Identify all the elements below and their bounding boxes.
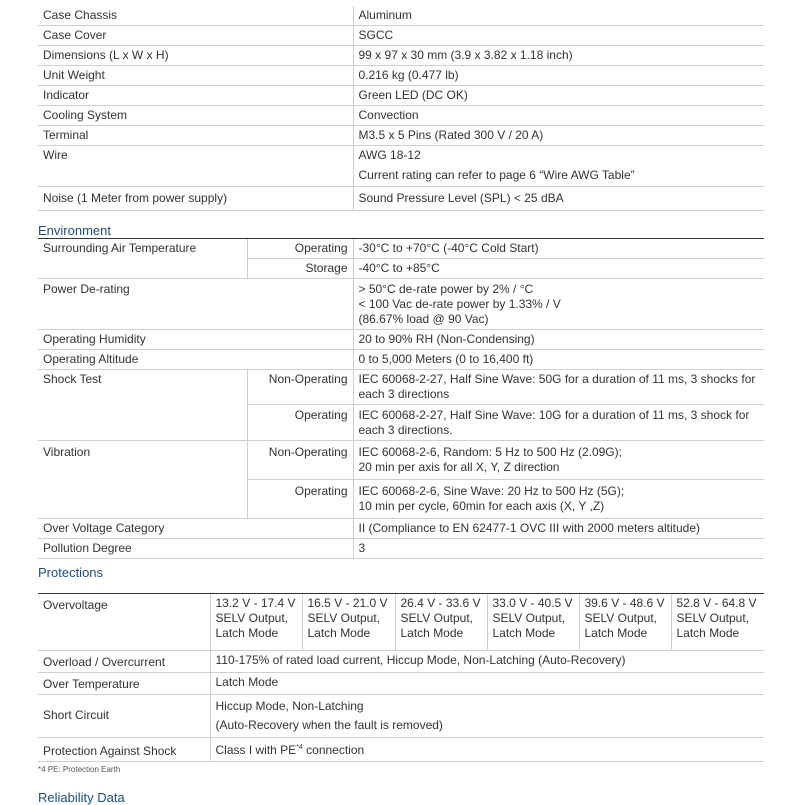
air-temp-label: Surrounding Air Temperature (38, 239, 247, 279)
derating-label: Power De-rating (38, 279, 353, 330)
spec-value: Aluminum (353, 6, 764, 26)
humidity-value: 20 to 90% RH (Non-Condensing) (353, 330, 764, 350)
table-row (38, 106, 764, 126)
spec-value: 99 x 97 x 30 mm (3.9 x 3.82 x 1.18 inch) (353, 46, 764, 66)
ov-line3: Latch Mode (492, 626, 556, 640)
ov-line3: Latch Mode (307, 626, 371, 640)
spec-label: Noise (1 Meter from power supply) (38, 187, 353, 211)
table-row (38, 279, 764, 330)
table-row (38, 519, 764, 539)
table-row (38, 650, 764, 672)
derating-line2: < 100 Vac de-rate power by 1.33% / V (358, 297, 561, 311)
derating-line3: (86.67% load @ 90 Vac) (358, 312, 489, 326)
spec-label: Cooling System (38, 106, 353, 126)
footnote-ref: *4 (296, 744, 303, 751)
vibration-op-line2: 10 min per cycle, 60min for each axis (X, Y ,Z) (358, 499, 605, 513)
spec-value: Convection (353, 106, 764, 126)
protections-heading: Protections (38, 565, 104, 580)
table-row (38, 594, 764, 650)
derating-value (353, 279, 764, 330)
shock-protection-text-end: connection (302, 743, 365, 757)
overtemp-value: Latch Mode (210, 672, 764, 694)
environment-table (38, 239, 764, 559)
overload-value: 110-175% of rated load current, Hiccup Mode, Non-Latching (Auto-Recovery) (210, 650, 764, 672)
vibration-op-value (353, 480, 764, 519)
spec-label: Indicator (38, 86, 353, 106)
ov-line3: Latch Mode (676, 626, 740, 640)
ov-line2: SELV Output, (307, 611, 380, 625)
protections-table (38, 594, 764, 762)
table-row (38, 539, 764, 559)
table-row (38, 6, 764, 26)
table-row (38, 26, 764, 46)
ov-line3: Latch Mode (215, 626, 279, 640)
spec-value-line1: AWG 18-12 (358, 148, 421, 162)
spec-value-line2: Current rating can refer to page 6 “Wire AWG Table” (358, 168, 635, 182)
overload-label: Overload / Overcurrent (38, 650, 210, 672)
shock-label: Shock Test (38, 370, 247, 441)
spec-value: 0.216 kg (0.477 lb) (353, 66, 764, 86)
ovc-label: Over Voltage Category (38, 519, 353, 539)
air-temp-op-label: Operating (247, 239, 353, 259)
spec-value: SGCC (353, 26, 764, 46)
table-row (38, 239, 764, 259)
ov-range: 13.2 V - 17.4 V (215, 596, 296, 610)
ov-line2: SELV Output, (492, 611, 565, 625)
overtemp-label: Over Temperature (38, 672, 210, 694)
table-row (38, 370, 764, 405)
ov-range: 39.6 V - 48.6 V (584, 596, 665, 610)
shock-protection-value (210, 737, 764, 761)
footnote: *4 PE: Protection Earth (38, 765, 121, 774)
spec-value: Green LED (DC OK) (353, 86, 764, 106)
vibration-op-line1: IEC 60068-2-6, Sine Wave: 20 Hz to 500 Hz (5G); (358, 484, 625, 498)
table-row (38, 672, 764, 694)
spec-label: Wire (38, 146, 353, 187)
ov-line2: SELV Output, (584, 611, 657, 625)
table-row (38, 66, 764, 86)
spec-label: Case Chassis (38, 6, 353, 26)
vibration-nonop-value (353, 441, 764, 480)
ov-range: 16.5 V - 21.0 V (307, 596, 388, 610)
overvoltage-cell-4 (579, 594, 671, 650)
table-row (38, 187, 764, 211)
short-line2: (Auto-Recovery when the fault is removed) (215, 717, 443, 732)
short-label: Short Circuit (38, 694, 210, 737)
table-row (38, 126, 764, 146)
ov-range: 52.8 V - 64.8 V (676, 596, 757, 610)
table-row (38, 737, 764, 761)
overvoltage-cell-3 (487, 594, 579, 650)
short-value (210, 694, 764, 737)
table-row (38, 330, 764, 350)
shock-protection-label: Protection Against Shock (38, 737, 210, 761)
shock-nonop-value (353, 370, 764, 405)
ov-range: 26.4 V - 33.6 V (400, 596, 481, 610)
vibration-nonop-line2: 20 min per axis for all X, Y, Z direction (358, 460, 560, 474)
overvoltage-cell-5 (671, 594, 764, 650)
overvoltage-cell-1 (302, 594, 395, 650)
air-temp-st-value: -40°C to +85°C (353, 259, 764, 279)
shock-op-value (353, 405, 764, 441)
spec-label: Unit Weight (38, 66, 353, 86)
air-temp-op-value: -30°C to +70°C (-40°C Cold Start) (353, 239, 764, 259)
environment-heading: Environment (38, 223, 111, 238)
air-temp-st-label: Storage (247, 259, 353, 279)
shock-protection-text: Class I with PE (215, 743, 297, 757)
overvoltage-label: Overvoltage (38, 594, 210, 650)
spec-label: Dimensions (L x W x H) (38, 46, 353, 66)
spec-label: Terminal (38, 126, 353, 146)
shock-op-line2: each 3 directions. (358, 423, 453, 437)
table-row (38, 146, 764, 187)
ov-line3: Latch Mode (400, 626, 464, 640)
derating-line1: > 50°C de-rate power by 2% / °C (358, 282, 534, 296)
vibration-nonop-line1: IEC 60068-2-6, Random: 5 Hz to 500 Hz (2.09G); (358, 445, 622, 459)
pollution-value: 3 (353, 539, 764, 559)
table-row (38, 350, 764, 370)
shock-op-label: Operating (247, 405, 353, 441)
short-line1: Hiccup Mode, Non-Latching (215, 698, 364, 713)
shock-nonop-line2: each 3 directions (358, 387, 450, 401)
altitude-value: 0 to 5,000 Meters (0 to 16,400 ft) (353, 350, 764, 370)
ov-range: 33.0 V - 40.5 V (492, 596, 573, 610)
spec-value (353, 146, 764, 187)
spec-value: Sound Pressure Level (SPL) < 25 dBA (353, 187, 764, 211)
shock-nonop-label: Non-Operating (247, 370, 353, 405)
vibration-op-label: Operating (247, 480, 353, 519)
vibration-nonop-label: Non-Operating (247, 441, 353, 480)
vibration-label: Vibration (38, 441, 247, 519)
reliability-heading: Reliability Data (38, 790, 125, 805)
humidity-label: Operating Humidity (38, 330, 353, 350)
ov-line2: SELV Output, (215, 611, 288, 625)
overvoltage-cell-0 (210, 594, 302, 650)
ovc-value: II (Compliance to EN 62477-1 OVC III with 2000 meters altitude) (353, 519, 764, 539)
table-row (38, 46, 764, 66)
altitude-label: Operating Altitude (38, 350, 353, 370)
ov-line3: Latch Mode (584, 626, 648, 640)
table-row (38, 441, 764, 480)
ov-line2: SELV Output, (676, 611, 749, 625)
overvoltage-cell-2 (395, 594, 487, 650)
spec-label: Case Cover (38, 26, 353, 46)
shock-op-line1: IEC 60068-2-27, Half Sine Wave: 10G for a duration of 11 ms, 3 shock for (358, 408, 750, 422)
shock-nonop-line1: IEC 60068-2-27, Half Sine Wave: 50G for a duration of 11 ms, 3 shocks for (358, 372, 756, 386)
table-row (38, 86, 764, 106)
spec-value: M3.5 x 5 Pins (Rated 300 V / 20 A) (353, 126, 764, 146)
pollution-label: Pollution Degree (38, 539, 353, 559)
mechanical-table (38, 6, 764, 211)
table-row (38, 694, 764, 737)
ov-line2: SELV Output, (400, 611, 473, 625)
